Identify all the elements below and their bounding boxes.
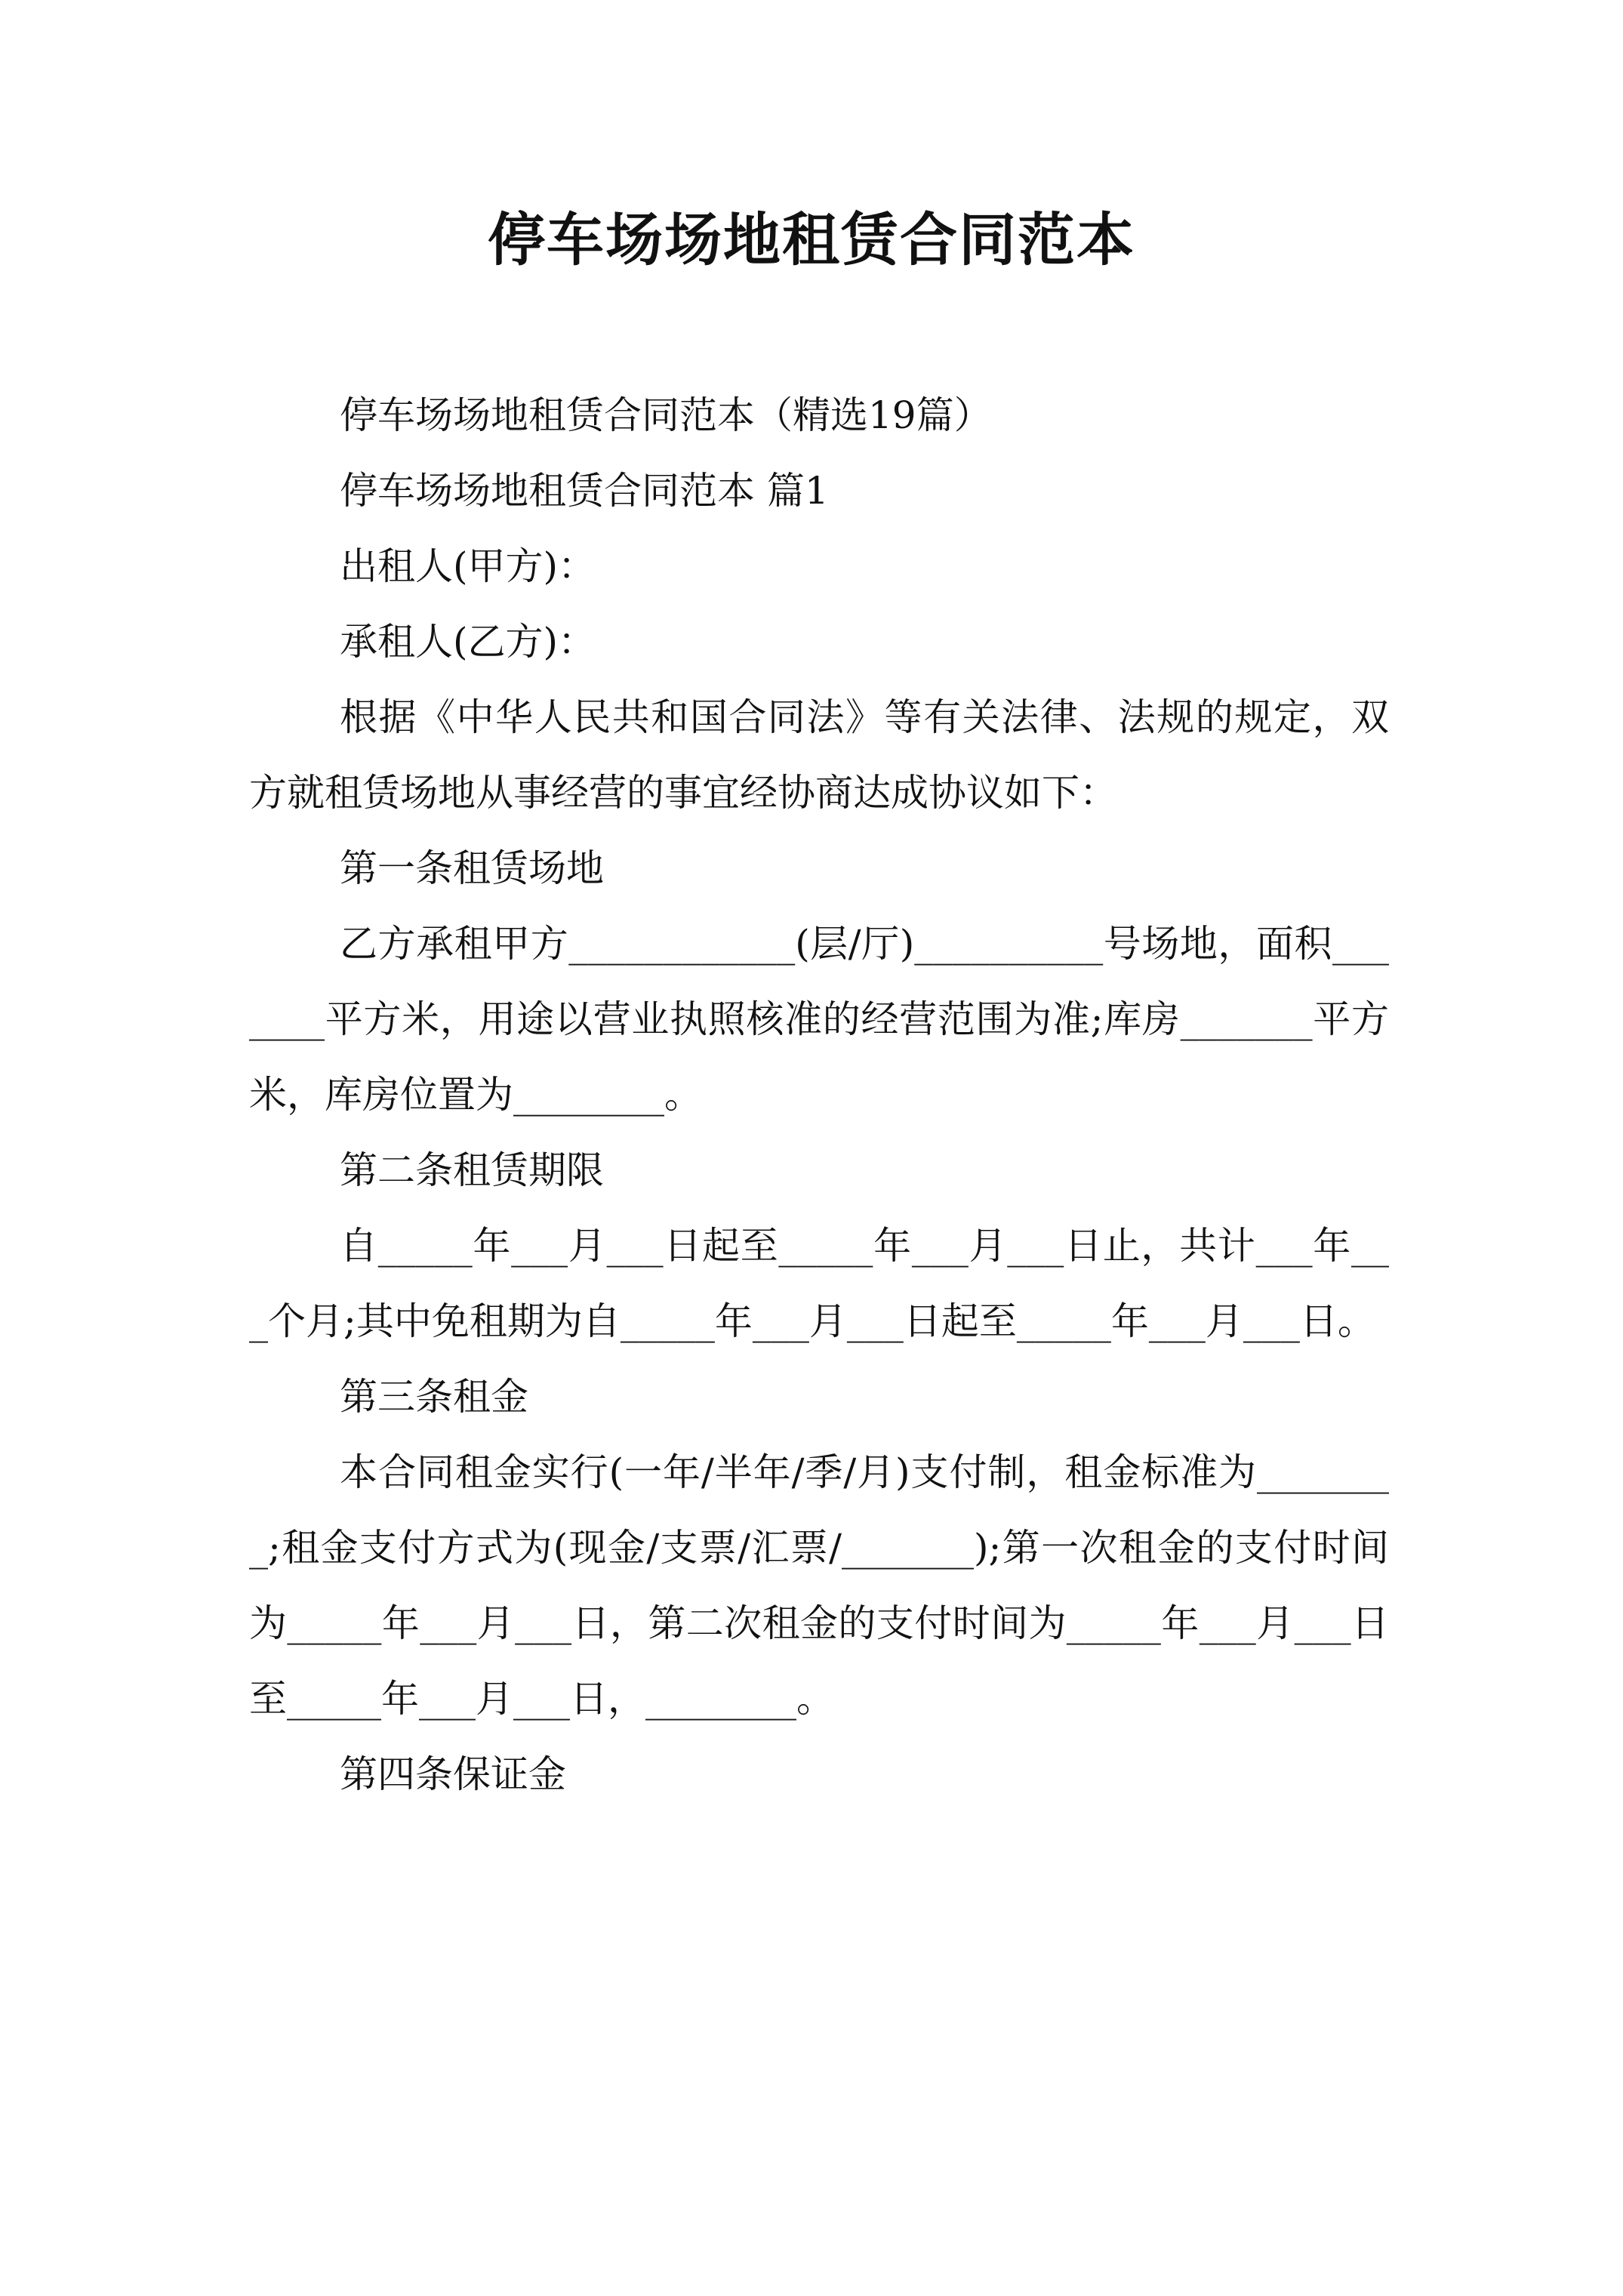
document-title: 停车场场地租赁合同范本	[488, 206, 1135, 273]
paragraph-clause-2-body: 自_____年___月___日起至_____年___月___日止，共计___年___个月;其中免租期为自_____年___月___日起至_____年___月___日。	[249, 1224, 1389, 1343]
paragraph-clause-3-body: 本合同租金实行(一年/半年/季/月)支付制，租金标准为________;租金支付方式为(现金/支票/汇票/_______);第一次租金的支付时间为_____年___月___日，第二次租金的支付时间为_____年___月___日至_____年___月___日，________。	[249, 1450, 1389, 1721]
paragraph-clause-1-heading: 第一条租赁场地	[340, 846, 604, 890]
paragraph-clause-2-heading: 第二条租赁期限	[340, 1148, 604, 1192]
document-body	[249, 378, 1389, 1812]
paragraph-clause-3-heading: 第三条租金	[340, 1375, 528, 1419]
paragraph-lessor: 出租人(甲方)：	[340, 544, 596, 588]
paragraph-article-heading: 停车场场地租赁合同范本 篇1	[340, 469, 829, 513]
paragraph-clause-4-heading: 第四条保证金	[340, 1752, 566, 1796]
paragraph-clause-1-body: 乙方承租甲方____________(层/厅)__________号场地，面积_______平方米，用途以营业执照核准的经营范围为准;库房_______平方米，库房位置为________。	[249, 922, 1389, 1117]
paragraph-preamble: 根据《中华人民共和国合同法》等有关法律、法规的规定，双方就租赁场地从事经营的事宜经协商达成协议如下：	[249, 695, 1389, 815]
paragraph-lessee: 承租人(乙方)：	[340, 620, 596, 664]
paragraph-collection-title: 停车场场地租赁合同范本（精选19篇）	[340, 393, 992, 437]
